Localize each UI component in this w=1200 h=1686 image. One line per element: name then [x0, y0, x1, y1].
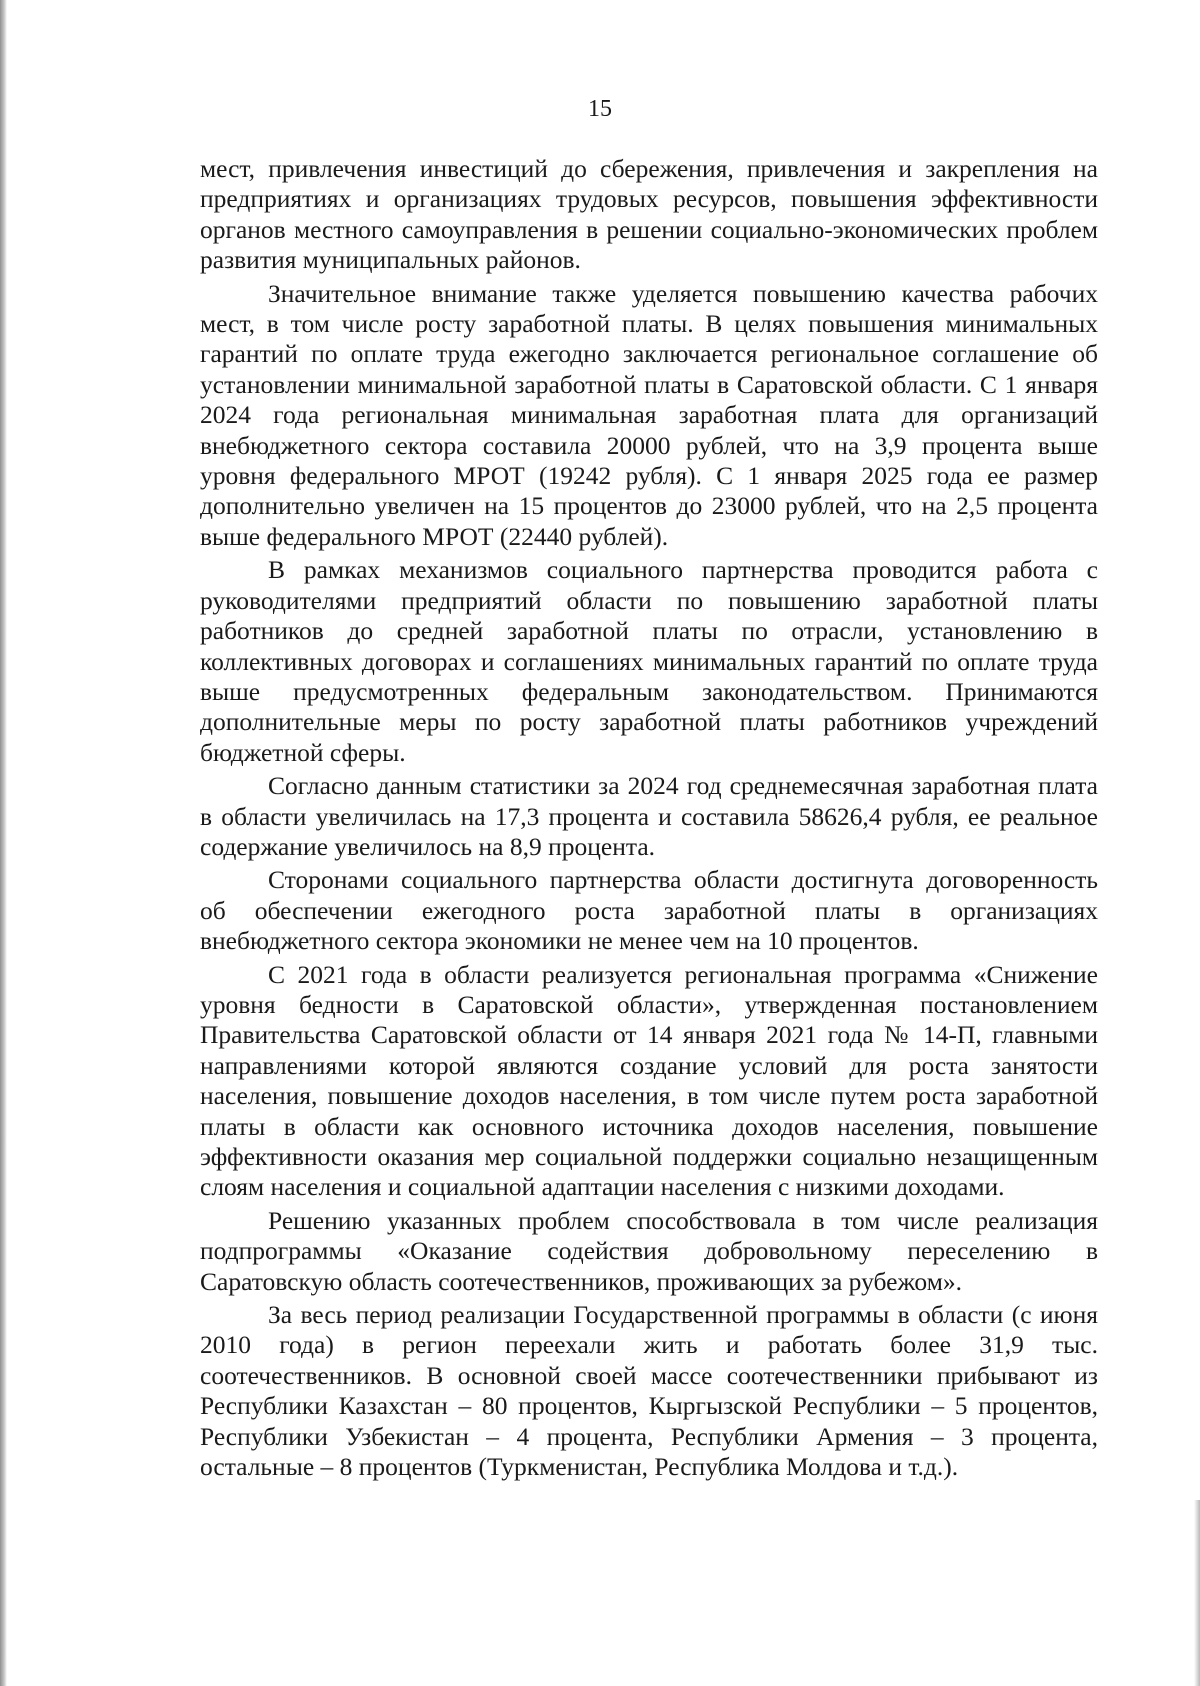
paragraph-agreement: Сторонами социального партнерства области достигнута договоренность об обеспечении ежегодного роста заработной платы в организациях внебюджетного сектора экономики не менее чем на 10 процентов.: [200, 865, 1098, 956]
paragraph-resettlement: Решению указанных проблем способствовала в том числе реализация подпрограммы «Оказание содействия добровольному переселению в Саратовскую область соотечественников, проживающих за рубежом».: [200, 1205, 1098, 1296]
document-body: [200, 154, 1098, 1482]
paragraph-statistics: Согласно данным статистики за 2024 год среднемесячная заработная плата в области увеличилась на 17,3 процента и составила 58626,4 рубля, ее реальное содержание увеличилось на 8,9 процента.: [200, 771, 1098, 861]
scan-right-edge: [1194, 1500, 1200, 1686]
paragraph-poverty-program: С 2021 года в области реализуется региональная программа «Снижение уровня бедности в Саратовской области», утвержденная постановлением Правительства Саратовской области от 14 января 2021 года № 14-П, главными направлениями которой являются создание условий для роста занятости населения, повышение доходов населения, в том числе путем роста заработной платы в области как основного источника доходов населения, повышение эффективности оказания мер социальной поддержки социально незащищенным слоям населения и социальной адаптации населения с низкими доходами.: [200, 959, 1098, 1202]
paragraph-compatriots: За весь период реализации Государственной программы в области (с июня 2010 года) в регион переехали жить и работать более 31,9 тыс. соотечественников. В основной своей массе соотечественники прибывают из Республики Казахстан – 80 процентов, Кыргызской Республики – 5 процентов, Республики Узбекистан – 4 процента, Республики Армения – 3 процента, остальные – 8 процентов (Туркменистан, Республика Молдова и т.д.).: [200, 1300, 1098, 1482]
page-number: 15: [588, 96, 612, 122]
paragraph-wages-minimum: Значительное внимание также уделяется повышению качества рабочих мест, в том числе росту заработной платы. В целях повышения минимальных гарантий по оплате труда ежегодно заключается региональное соглашение об установлении минимальной заработной платы в Саратовской области. С 1 января 2024 года региональная минимальная заработная плата для организаций внебюджетного сектора составила 20000 рублей, что на 3,9 процента выше уровня федерального МРОТ (19242 рубля). С 1 января 2025 года ее размер дополнительно увеличен на 15 процентов до 23000 рублей, что на 2,5 процента выше федерального МРОТ (22440 рублей).: [200, 278, 1098, 551]
paragraph-continuation: мест, привлечения инвестиций до сбережения, привлечения и закрепления на предприятиях и организациях трудовых ресурсов, повышения эффективности органов местного самоуправления в решении социально-экономических проблем развития муниципальных районов.: [200, 154, 1098, 275]
scan-left-edge: [0, 0, 7, 1686]
paragraph-social-partnership: В рамках механизмов социального партнерства проводится работа с руководителями предприятий области по повышению заработной платы работников до средней заработной платы по отрасли, установлению в коллективных договорах и соглашениях минимальных гарантий по оплате труда выше предусмотренных федеральным законодательством. Принимаются дополнительные меры по росту заработной платы работников учреждений бюджетной сферы.: [200, 555, 1098, 767]
